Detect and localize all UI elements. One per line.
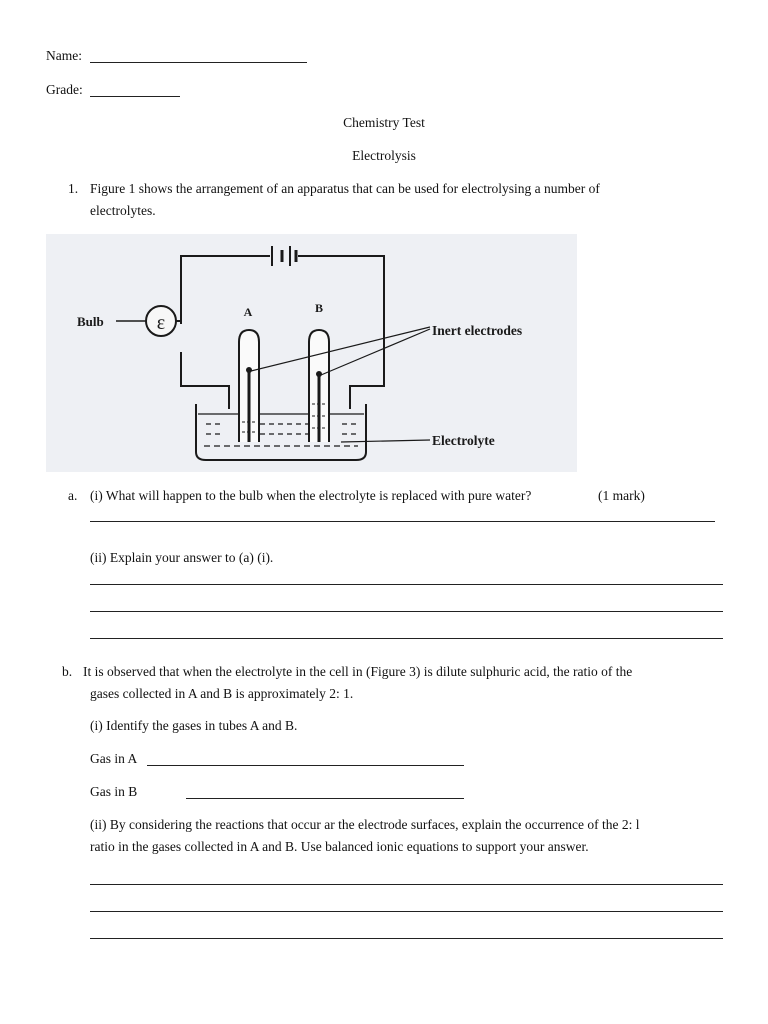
qa-part1-answer-line[interactable]: [90, 521, 715, 522]
gas-b-answer-line[interactable]: [186, 798, 464, 799]
qb-part2-text-line2: ratio in the gases collected in A and B. Use balanced ionic equations to support your answer.: [90, 839, 589, 854]
gas-a-answer-line[interactable]: [147, 765, 464, 766]
grade-answer-line[interactable]: [90, 96, 180, 97]
name-answer-line[interactable]: [90, 62, 307, 63]
qa-letter: a.: [68, 488, 78, 503]
qb-text-line2: gases collected in A and B is approximately 2: 1.: [90, 686, 354, 701]
label-bulb: Bulb: [77, 314, 104, 329]
tube-b: [309, 330, 329, 442]
gas-a-label: Gas in A: [90, 751, 138, 766]
qa-part2-answer-line[interactable]: [90, 611, 723, 612]
gas-b-label: Gas in B: [90, 784, 138, 799]
label-electrolyte: Electrolyte: [432, 433, 495, 448]
q1-text-line2: electrolytes.: [90, 203, 156, 218]
test-title: Chemistry Test: [343, 115, 425, 130]
electrolysis-apparatus-figure: [46, 234, 577, 472]
qb-part2-answer-line[interactable]: [90, 884, 723, 885]
bulb-symbol: ε: [156, 312, 166, 334]
label-tube-a: A: [243, 305, 253, 319]
q1-text-line1: Figure 1 shows the arrangement of an apparatus that can be used for electrolysing a number of: [90, 181, 600, 196]
qb-part2-answer-line[interactable]: [90, 938, 723, 939]
test-subtitle: Electrolysis: [352, 148, 416, 163]
qa-part1-marks: (1 mark): [598, 488, 645, 503]
qb-part1-text: (i) Identify the gases in tubes A and B.: [90, 718, 298, 733]
grade-label: Grade:: [46, 82, 83, 97]
qa-part2-text: (ii) Explain your answer to (a) (i).: [90, 550, 274, 565]
q1-number: 1.: [68, 181, 79, 196]
qa-part2-answer-line[interactable]: [90, 638, 723, 639]
qb-part2-text-line1: (ii) By considering the reactions that occur ar the electrode surfaces, explain the occurrence of the 2: l: [90, 817, 640, 832]
qb-letter: b.: [62, 664, 73, 679]
label-inert-electrodes: Inert electrodes: [432, 323, 523, 338]
qb-part2-answer-line[interactable]: [90, 911, 723, 912]
qb-text-line1: It is observed that when the electrolyte in the cell in (Figure 3) is dilute sulphuric acid, the ratio of the: [83, 664, 633, 679]
tube-a: [239, 330, 259, 442]
qa-part1-text: (i) What will happen to the bulb when the electrolyte is replaced with pure water?: [90, 488, 532, 503]
label-tube-b: B: [314, 301, 324, 315]
qa-part2-answer-line[interactable]: [90, 584, 723, 585]
name-label: Name:: [46, 48, 82, 63]
